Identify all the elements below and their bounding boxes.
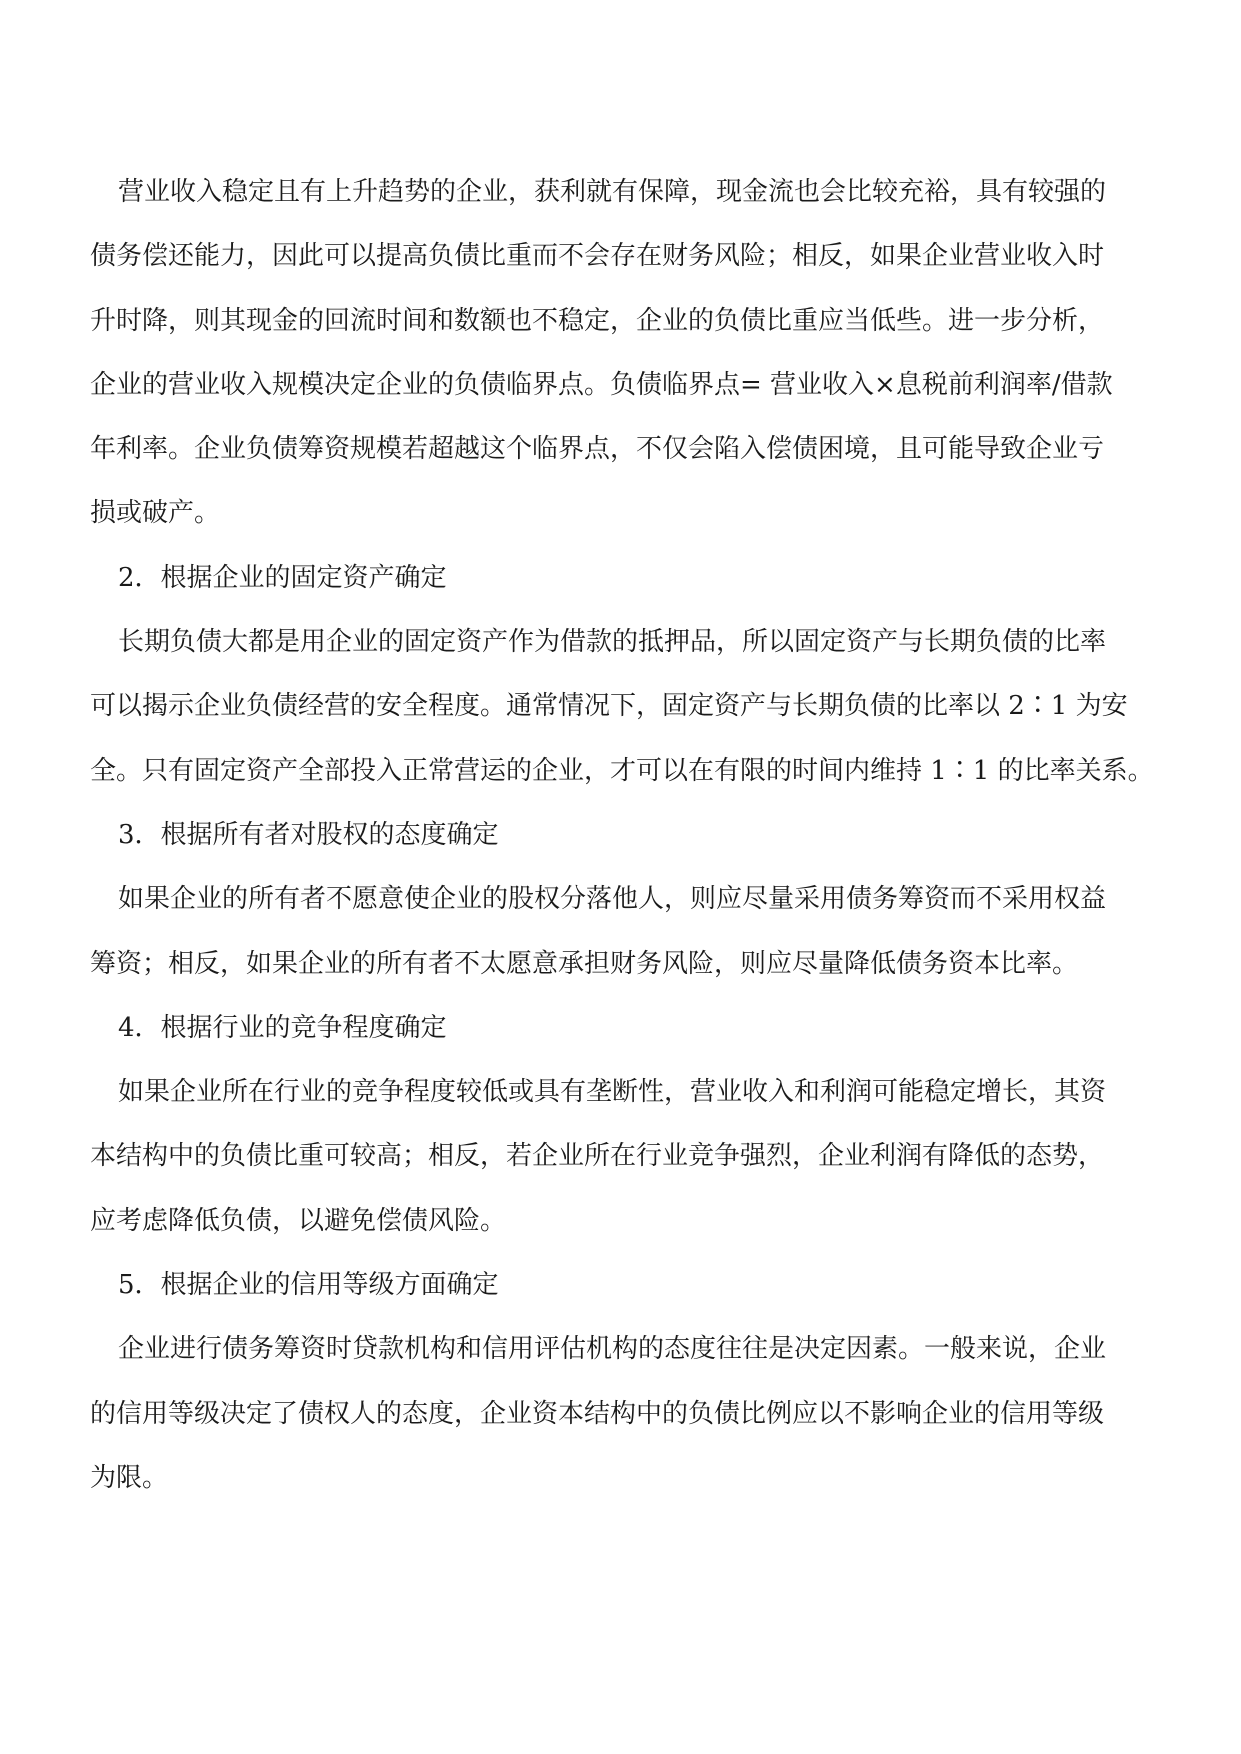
text-line: 如果企业所在行业的竞争程度较低或具有垄断性，营业收入和利润可能稳定增长，其资 xyxy=(118,1077,1107,1108)
text-line: 年利率。企业负债筹资规模若超越这个临界点，不仅会陷入偿债困境，且可能导致企业亏 xyxy=(90,434,1105,465)
text-line: 升时降，则其现金的回流时间和数额也不稳定，企业的负债比重应当低些。进一步分析， xyxy=(90,305,1105,336)
text-line: 为限。 xyxy=(90,1462,169,1493)
text-line: 企业的营业收入规模决定企业的负债临界点。负债临界点= 营业收入×息税前利润率/借款 xyxy=(90,369,1113,400)
text-line: 可以揭示企业负债经营的安全程度。通常情况下，固定资产与长期负债的比率以 2∶1 为安 xyxy=(90,691,1128,722)
text-line: 损或破产。 xyxy=(90,498,221,529)
section-heading: 2．根据企业的固定资产确定 xyxy=(118,562,447,593)
text-line: 如果企业的所有者不愿意使企业的股权分落他人，则应尽量采用债务筹资而不采用权益 xyxy=(118,884,1107,915)
text-line: 本结构中的负债比重可较高；相反，若企业所在行业竞争强烈，企业利润有降低的态势， xyxy=(90,1141,1105,1172)
body-text xyxy=(90,160,1154,1510)
text-line: 营业收入稳定且有上升趋势的企业，获利就有保障，现金流也会比较充裕，具有较强的 xyxy=(118,177,1107,207)
section-heading: 4．根据行业的竞争程度确定 xyxy=(118,1012,447,1043)
text-line: 企业进行债务筹资时贷款机构和信用评估机构的态度往往是决定因素。一般来说，企业 xyxy=(118,1334,1107,1365)
text-line: 应考虑降低负债，以避免偿债风险。 xyxy=(90,1205,507,1236)
text-line: 债务偿还能力，因此可以提高负债比重而不会存在财务风险；相反，如果企业营业收入时 xyxy=(90,241,1105,272)
text-line: 筹资；相反，如果企业的所有者不太愿意承担财务风险，则应尽量降低债务资本比率。 xyxy=(90,948,1079,979)
text-line: 长期负债大都是用企业的固定资产作为借款的抵押品，所以固定资产与长期负债的比率 xyxy=(118,627,1107,658)
section-heading: 5．根据企业的信用等级方面确定 xyxy=(118,1270,499,1301)
text-line: 全。只有固定资产全部投入正常营运的企业，才可以在有限的时间内维持 1∶1 的比率关系。 xyxy=(90,755,1154,786)
section-heading: 3．根据所有者对股权的态度确定 xyxy=(118,819,499,850)
text-line: 的信用等级决定了债权人的态度，企业资本结构中的负债比例应以不影响企业的信用等级 xyxy=(90,1398,1105,1429)
